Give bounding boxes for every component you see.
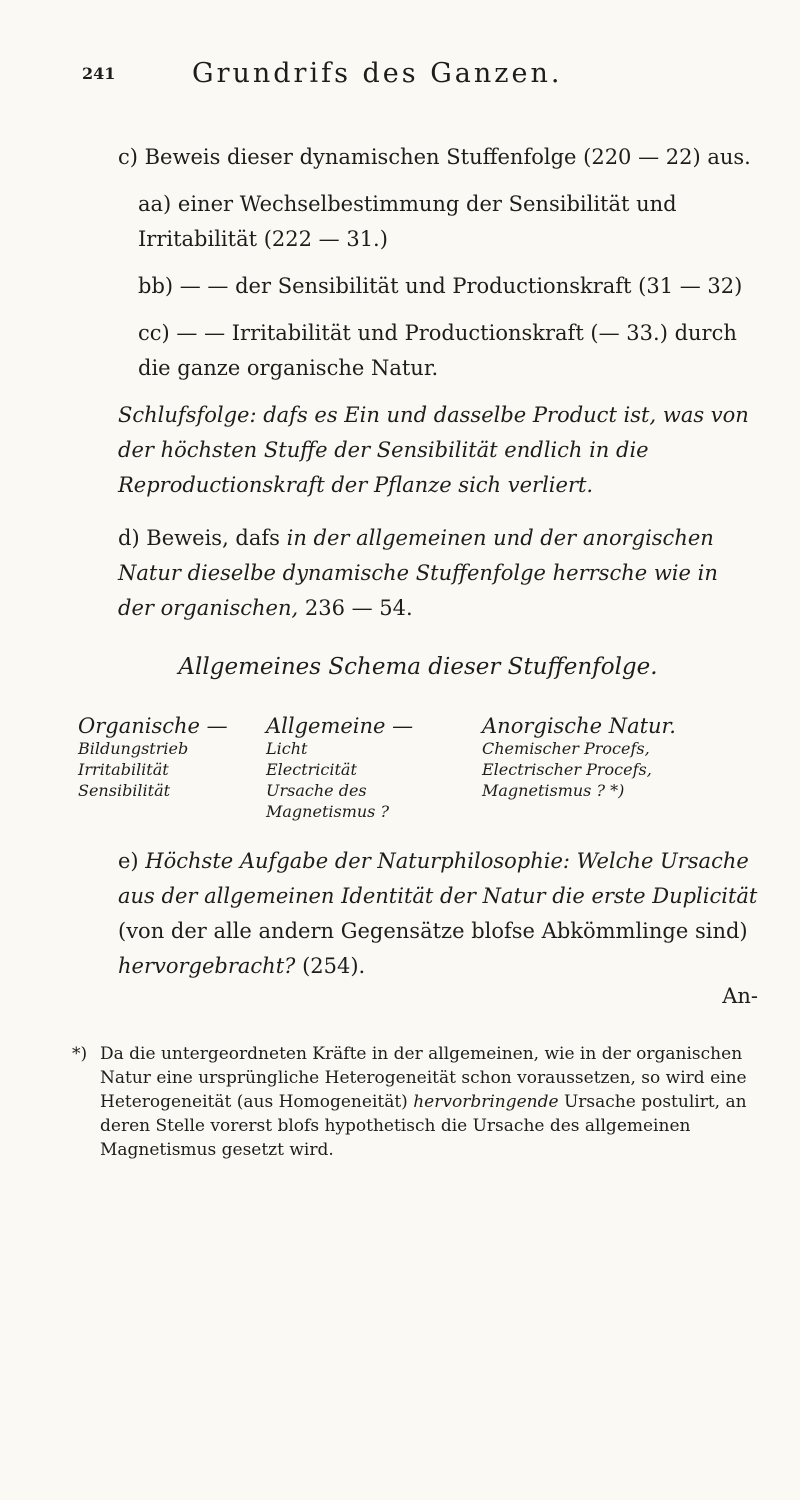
paragraph-e-parenthetical: (von der alle andern Gegensätze blofse Abkömmlinge sind) xyxy=(118,919,748,943)
schema-item: Electricität xyxy=(266,760,357,779)
paragraph-bb: bb) — — der Sensibilität und Productionskraft (31 — 32) xyxy=(138,274,743,298)
schema-item: Ursache des xyxy=(266,781,367,800)
page-header xyxy=(82,58,740,92)
running-title: Grundrifs des Ganzen. xyxy=(192,58,563,89)
paragraph-e-label: e) xyxy=(118,849,146,873)
footnote-text-end: Ursache postulirt, an deren Stelle vorerst blofs hypothetisch die Ursache des allgemeinen Magnetismus gesetzt wird. xyxy=(100,1092,747,1160)
schema-column-organic xyxy=(78,714,228,801)
footnote xyxy=(72,1042,758,1162)
paragraph-e-italic: Höchste Aufgabe der Naturphilosophie: Welche Ursache aus der allgemeinen Identität der Natur die erste Duplicität xyxy=(118,849,758,908)
schema-column-general xyxy=(266,714,413,822)
paragraph-e-italic-end: hervorgebracht? xyxy=(118,954,296,978)
schema-item: Magnetismus ? xyxy=(266,802,390,821)
footnote-text: Da die untergeordneten Kräfte in der allgemeinen, wie in der organischen Natur eine ursprüngliche Heterogeneität schon voraussetzen, so wird eine Heterogeneität (aus Homogeneität) xyxy=(100,1044,747,1112)
paragraph-schlussfolge: Schlufsfolge: dafs es Ein und dasselbe Product ist, was von der höchsten Stuffe der Sensibilität endlich in die Reproductionskraft der Pflanze sich verliert. xyxy=(118,403,749,497)
paragraph-d xyxy=(78,521,758,626)
schema-item: Licht xyxy=(266,739,308,758)
schema-item: Bildungstrieb xyxy=(78,739,189,758)
paragraph-aa: aa) einer Wechselbestimmung der Sensibilität und Irritabilität (222 — 31.) xyxy=(138,192,677,251)
schema-column-head: Allgemeine — xyxy=(266,714,414,738)
schema-title: Allgemeines Schema dieser Stuffenfolge. xyxy=(178,654,658,680)
paragraph-d-lead: d) Beweis, dafs xyxy=(118,526,287,550)
paragraph-cc: cc) — — Irritabilität und Productionskraft (— 33.) durch die ganze organische Natur. xyxy=(138,321,737,380)
schema-column-head: Anorgische Natur. xyxy=(482,714,676,738)
paragraph-e xyxy=(78,844,758,984)
footnote-mark: *) xyxy=(72,1044,88,1064)
page-body xyxy=(72,140,758,1162)
paragraph-e-ref: (254). xyxy=(295,954,366,978)
schema-item: Magnetismus ? *) xyxy=(482,781,625,800)
paragraph-d-ref: 236 — 54. xyxy=(298,596,413,620)
schema-item: Chemischer Procefs, xyxy=(482,739,650,758)
catchword: An- xyxy=(722,984,758,1008)
footnote-italic: hervorbringende xyxy=(413,1092,559,1112)
schema-item: Irritabilität xyxy=(78,760,169,779)
page-number: 241 xyxy=(82,64,116,83)
footnote-body xyxy=(72,1042,758,1162)
paragraph-d-italic: in der allgemeinen und der anorgischen Natur dieselbe dynamische Stuffenfolge herrsche wie in der organischen, xyxy=(118,526,718,620)
schema-column-head: Organische — xyxy=(78,714,228,738)
schema-item: Electrischer Procefs, xyxy=(482,760,652,779)
schema-column-anorganic xyxy=(482,714,676,801)
schema-table xyxy=(78,714,758,844)
paragraph-c: c) Beweis dieser dynamischen Stuffenfolge (220 — 22) aus. xyxy=(118,145,751,169)
schema-item: Sensibilität xyxy=(78,781,171,800)
